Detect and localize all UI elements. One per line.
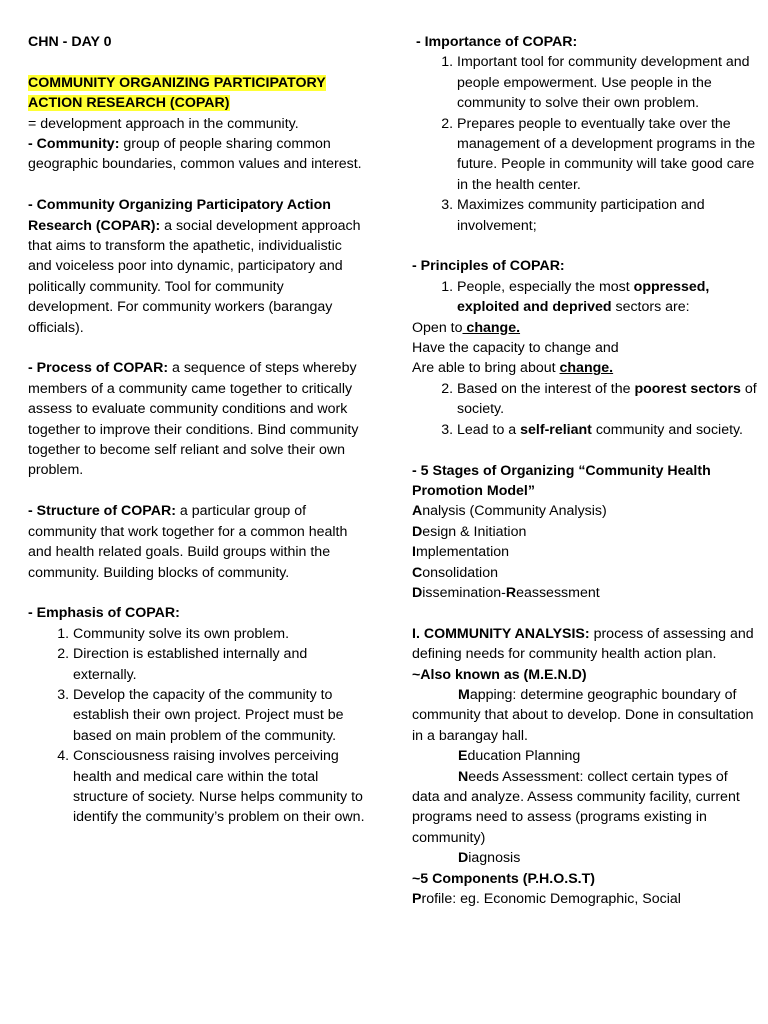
process-definition: - Process of COPAR: a sequence of steps whereby members of a community came together to critically assess to evaluate community conditions and work together to improve their conditions. Bind community together to become self reliant and solve their own problem. xyxy=(28,360,359,479)
list-item: 4. Consciousness raising involves perceiving health and medical care within the total structure of society. Nurse helps community to identify the community’s problem on their own. xyxy=(73,746,368,828)
left-column xyxy=(28,32,368,828)
stage-item: Analysis (Community Analysis) xyxy=(412,503,607,520)
stages-heading: - 5 Stages of Organizing “Community Health Promotion Model” xyxy=(412,462,711,499)
principles-heading: - Principles of COPAR: xyxy=(412,258,565,275)
importance-list xyxy=(412,52,757,236)
mend-diagnosis: Diagnosis xyxy=(458,850,521,867)
list-item: 2. Direction is established internally and externally. xyxy=(73,644,368,685)
stage-item: Design & Initiation xyxy=(412,523,527,540)
list-item: 3. Maximizes community participation and involvement; xyxy=(457,195,757,236)
phost-heading: ~5 Components (P.H.O.S.T) xyxy=(412,870,596,887)
stage-item: Dissemination-Reassessment xyxy=(412,584,600,601)
right-column xyxy=(412,32,757,909)
emphasis-list xyxy=(28,624,368,828)
list-item: 3. Develop the capacity of the community to establish their own project. Project must be based on main problem of the community. xyxy=(73,685,368,746)
copar-heading: COMMUNITY ORGANIZING PARTICIPATORY ACTION RESEARCH (COPAR) xyxy=(28,74,326,112)
stage-item: Implementation xyxy=(412,544,510,561)
emphasis-heading: - Emphasis of COPAR: xyxy=(28,605,180,622)
copar-full-definition: - Community Organizing Participatory Action Research (COPAR): a social development approach that aims to transform the apathetic, individualistic and voiceless poor into dynamic, participatory and politically community. Tool for community development. For community workers (barangay officials). xyxy=(28,197,361,336)
list-item: 1. People, especially the most oppressed, exploited and deprived sectors are: xyxy=(457,277,757,318)
community-analysis: I. COMMUNITY ANALYSIS: process of assessing and defining needs for community health action plan. xyxy=(412,625,754,663)
mend-education: Education Planning xyxy=(458,748,581,765)
stage-item: Consolidation xyxy=(412,564,498,581)
mend-mapping: Mapping: determine geographic boundary of community that about to develop. Done in consultation in a barangay hall. xyxy=(412,686,754,744)
doc-title: CHN - DAY 0 xyxy=(28,34,112,50)
mend-needs: Needs Assessment: collect certain types of data and analyze. Assess community facility, current programs need to assess (programs existing in community) xyxy=(412,768,740,846)
principle-able: Are able to bring about change. xyxy=(412,360,614,377)
community-definition: - Community: group of people sharing common geographic boundaries, common values and interest. xyxy=(28,136,362,173)
list-item: 2. Prepares people to eventually take over the management of a development programs in the future. People in community will take good care in the health center. xyxy=(457,114,757,196)
principles-list-1 xyxy=(412,277,757,318)
copar-definition: = development approach in the community. xyxy=(28,115,299,132)
phost-profile: Profile: eg. Economic Demographic, Social xyxy=(412,891,681,908)
principle-open: Open to change. xyxy=(412,319,521,336)
structure-definition: - Structure of COPAR: a particular group of community that work together for a common health and health related goals. Build groups within the community. Building blocks of community. xyxy=(28,503,348,581)
mend-heading: ~Also known as (M.E.N.D) xyxy=(412,666,587,683)
list-item: 2. Based on the interest of the poorest sectors of society. xyxy=(457,379,757,420)
list-item: 1. Community solve its own problem. xyxy=(73,624,368,644)
list-item: 3. Lead to a self-reliant community and society. xyxy=(457,420,757,440)
principles-list-2 xyxy=(412,379,757,440)
list-item: 1. Important tool for community development and people empowerment. Use people in the community to solve their own problem. xyxy=(457,52,757,113)
importance-heading: - Importance of COPAR: xyxy=(415,34,578,50)
principle-capacity: Have the capacity to change and xyxy=(412,340,619,357)
